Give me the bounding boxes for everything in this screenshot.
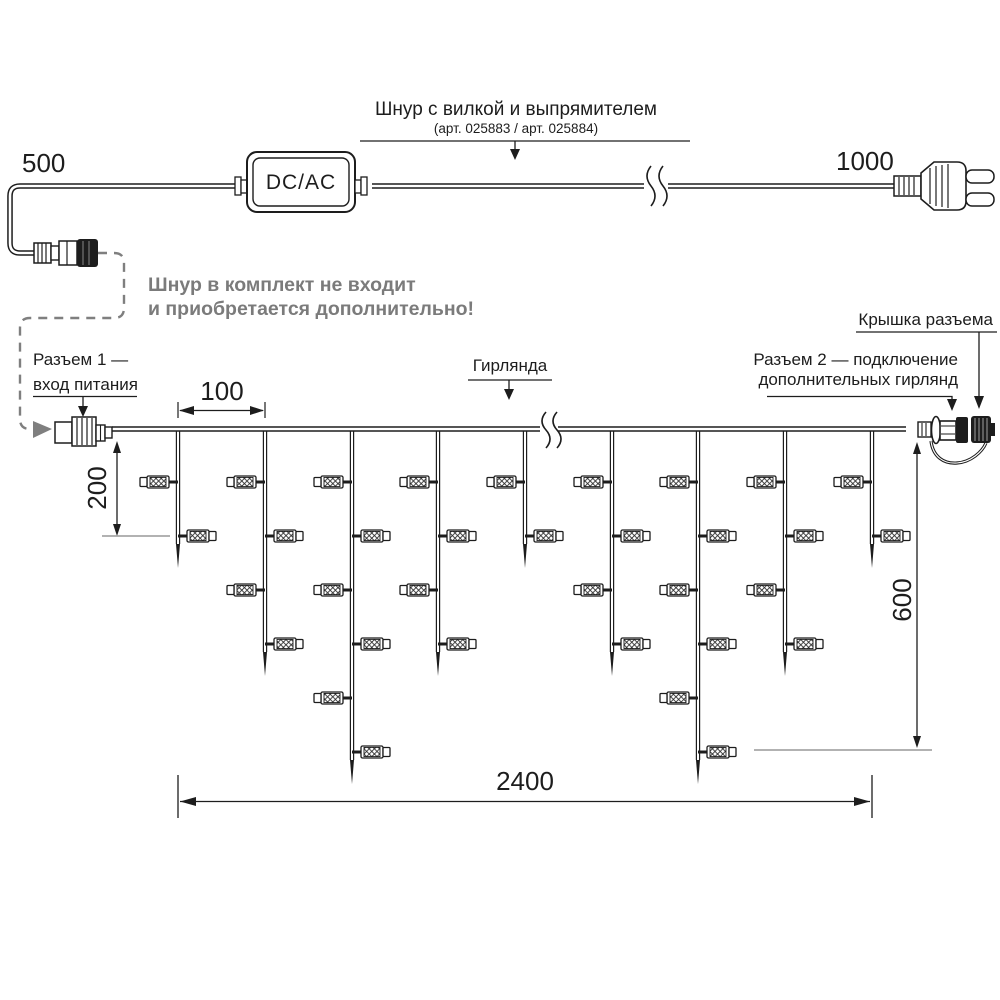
garland-drop bbox=[747, 431, 823, 676]
dimension-2400 bbox=[178, 766, 872, 818]
drop-tip bbox=[523, 544, 527, 568]
garland-drop bbox=[314, 431, 390, 784]
lamp-icon bbox=[352, 638, 390, 650]
svg-text:Гирлянда: Гирлянда bbox=[472, 356, 548, 375]
drop-tip bbox=[870, 544, 874, 568]
cord-connector-icon bbox=[34, 239, 98, 267]
connector1-arrow-icon bbox=[78, 406, 88, 417]
lamp-icon bbox=[574, 584, 612, 596]
cord-length-left-label: 500 bbox=[22, 148, 66, 178]
lamp-icon bbox=[227, 584, 265, 596]
cord-length-right-label: 1000 bbox=[836, 146, 894, 176]
drop-tip bbox=[783, 652, 787, 676]
connector2-label bbox=[753, 350, 958, 411]
garland-drop bbox=[400, 431, 476, 676]
lamp-icon bbox=[314, 692, 352, 704]
connector1-icon bbox=[55, 417, 112, 446]
lamp-icon bbox=[265, 530, 303, 542]
svg-text:100: 100 bbox=[200, 376, 244, 406]
lamp-icon bbox=[660, 692, 698, 704]
drop-tip bbox=[176, 544, 180, 568]
wire-break-icon bbox=[540, 412, 561, 448]
svg-text:Крышка разъема: Крышка разъема bbox=[858, 310, 993, 329]
lamp-icon bbox=[314, 476, 352, 488]
svg-text:2400: 2400 bbox=[496, 766, 554, 796]
route-arrow-icon bbox=[33, 421, 52, 438]
cap-tether-cable bbox=[931, 441, 986, 463]
connector2-arrow-icon bbox=[947, 399, 957, 411]
lamp-icon bbox=[574, 476, 612, 488]
drop-tip bbox=[350, 760, 354, 784]
lamp-icon bbox=[438, 638, 476, 650]
garland-drop bbox=[834, 431, 910, 568]
lamp-icon bbox=[265, 638, 303, 650]
drop-tip bbox=[696, 760, 700, 784]
cap-arrow-icon bbox=[974, 396, 984, 409]
garland-drop bbox=[574, 431, 650, 676]
lamp-icon bbox=[872, 530, 910, 542]
drop-tip bbox=[436, 652, 440, 676]
lamp-icon bbox=[525, 530, 563, 542]
lamp-icon bbox=[698, 530, 736, 542]
drops-layer bbox=[140, 431, 910, 784]
lamp-icon bbox=[352, 746, 390, 758]
lamp-icon bbox=[178, 530, 216, 542]
connector1-label bbox=[33, 350, 138, 417]
lamp-icon bbox=[352, 530, 390, 542]
lamp-icon bbox=[438, 530, 476, 542]
svg-text:Разъем 2 — подключение: Разъем 2 — подключение bbox=[753, 350, 958, 369]
lamp-icon bbox=[698, 638, 736, 650]
dc-ac-converter bbox=[235, 152, 367, 212]
lamp-icon bbox=[612, 530, 650, 542]
wire-break-icon bbox=[644, 166, 668, 206]
lamp-icon bbox=[314, 584, 352, 596]
svg-text:вход питания: вход питания bbox=[33, 375, 138, 394]
lamp-icon bbox=[785, 638, 823, 650]
lamp-icon bbox=[400, 584, 438, 596]
title-arrow-icon bbox=[510, 149, 520, 160]
garland-drop bbox=[227, 431, 303, 676]
garland-drop bbox=[487, 431, 563, 568]
lamp-icon bbox=[785, 530, 823, 542]
cord-title: Шнур с вилкой и выпрямителем bbox=[375, 99, 657, 120]
power-plug-icon bbox=[894, 162, 994, 210]
garland-assembly bbox=[55, 412, 995, 784]
lamp-icon bbox=[660, 476, 698, 488]
lamp-icon bbox=[140, 476, 178, 488]
svg-text:дополнительных гирлянд: дополнительных гирлянд bbox=[758, 370, 958, 389]
note-line1: Шнур в комплект не входит bbox=[148, 274, 416, 296]
note-line2: и приобретается дополнительно! bbox=[148, 298, 475, 320]
svg-text:600: 600 bbox=[887, 578, 917, 622]
garland-arrow-icon bbox=[504, 389, 514, 400]
svg-text:200: 200 bbox=[82, 466, 112, 510]
lamp-icon bbox=[660, 584, 698, 596]
drop-tip bbox=[610, 652, 614, 676]
lamp-icon bbox=[227, 476, 265, 488]
converter-label: DC/AC bbox=[265, 171, 337, 194]
garland-drop bbox=[660, 431, 736, 784]
cord-subtitle: (арт. 025883 / арт. 025884) bbox=[433, 121, 599, 136]
dimension-100 bbox=[178, 376, 265, 418]
svg-text:Разъем 1 —: Разъем 1 — bbox=[33, 350, 129, 369]
lamp-icon bbox=[400, 476, 438, 488]
lamp-icon bbox=[747, 476, 785, 488]
lamp-icon bbox=[747, 584, 785, 596]
lamp-icon bbox=[487, 476, 525, 488]
lamp-icon bbox=[834, 476, 872, 488]
lamp-icon bbox=[698, 746, 736, 758]
garland-label bbox=[468, 356, 552, 400]
lamp-icon bbox=[612, 638, 650, 650]
drop-tip bbox=[263, 652, 267, 676]
dashed-route bbox=[20, 253, 124, 429]
garland-drop bbox=[140, 431, 216, 568]
cap-icon bbox=[971, 416, 995, 443]
